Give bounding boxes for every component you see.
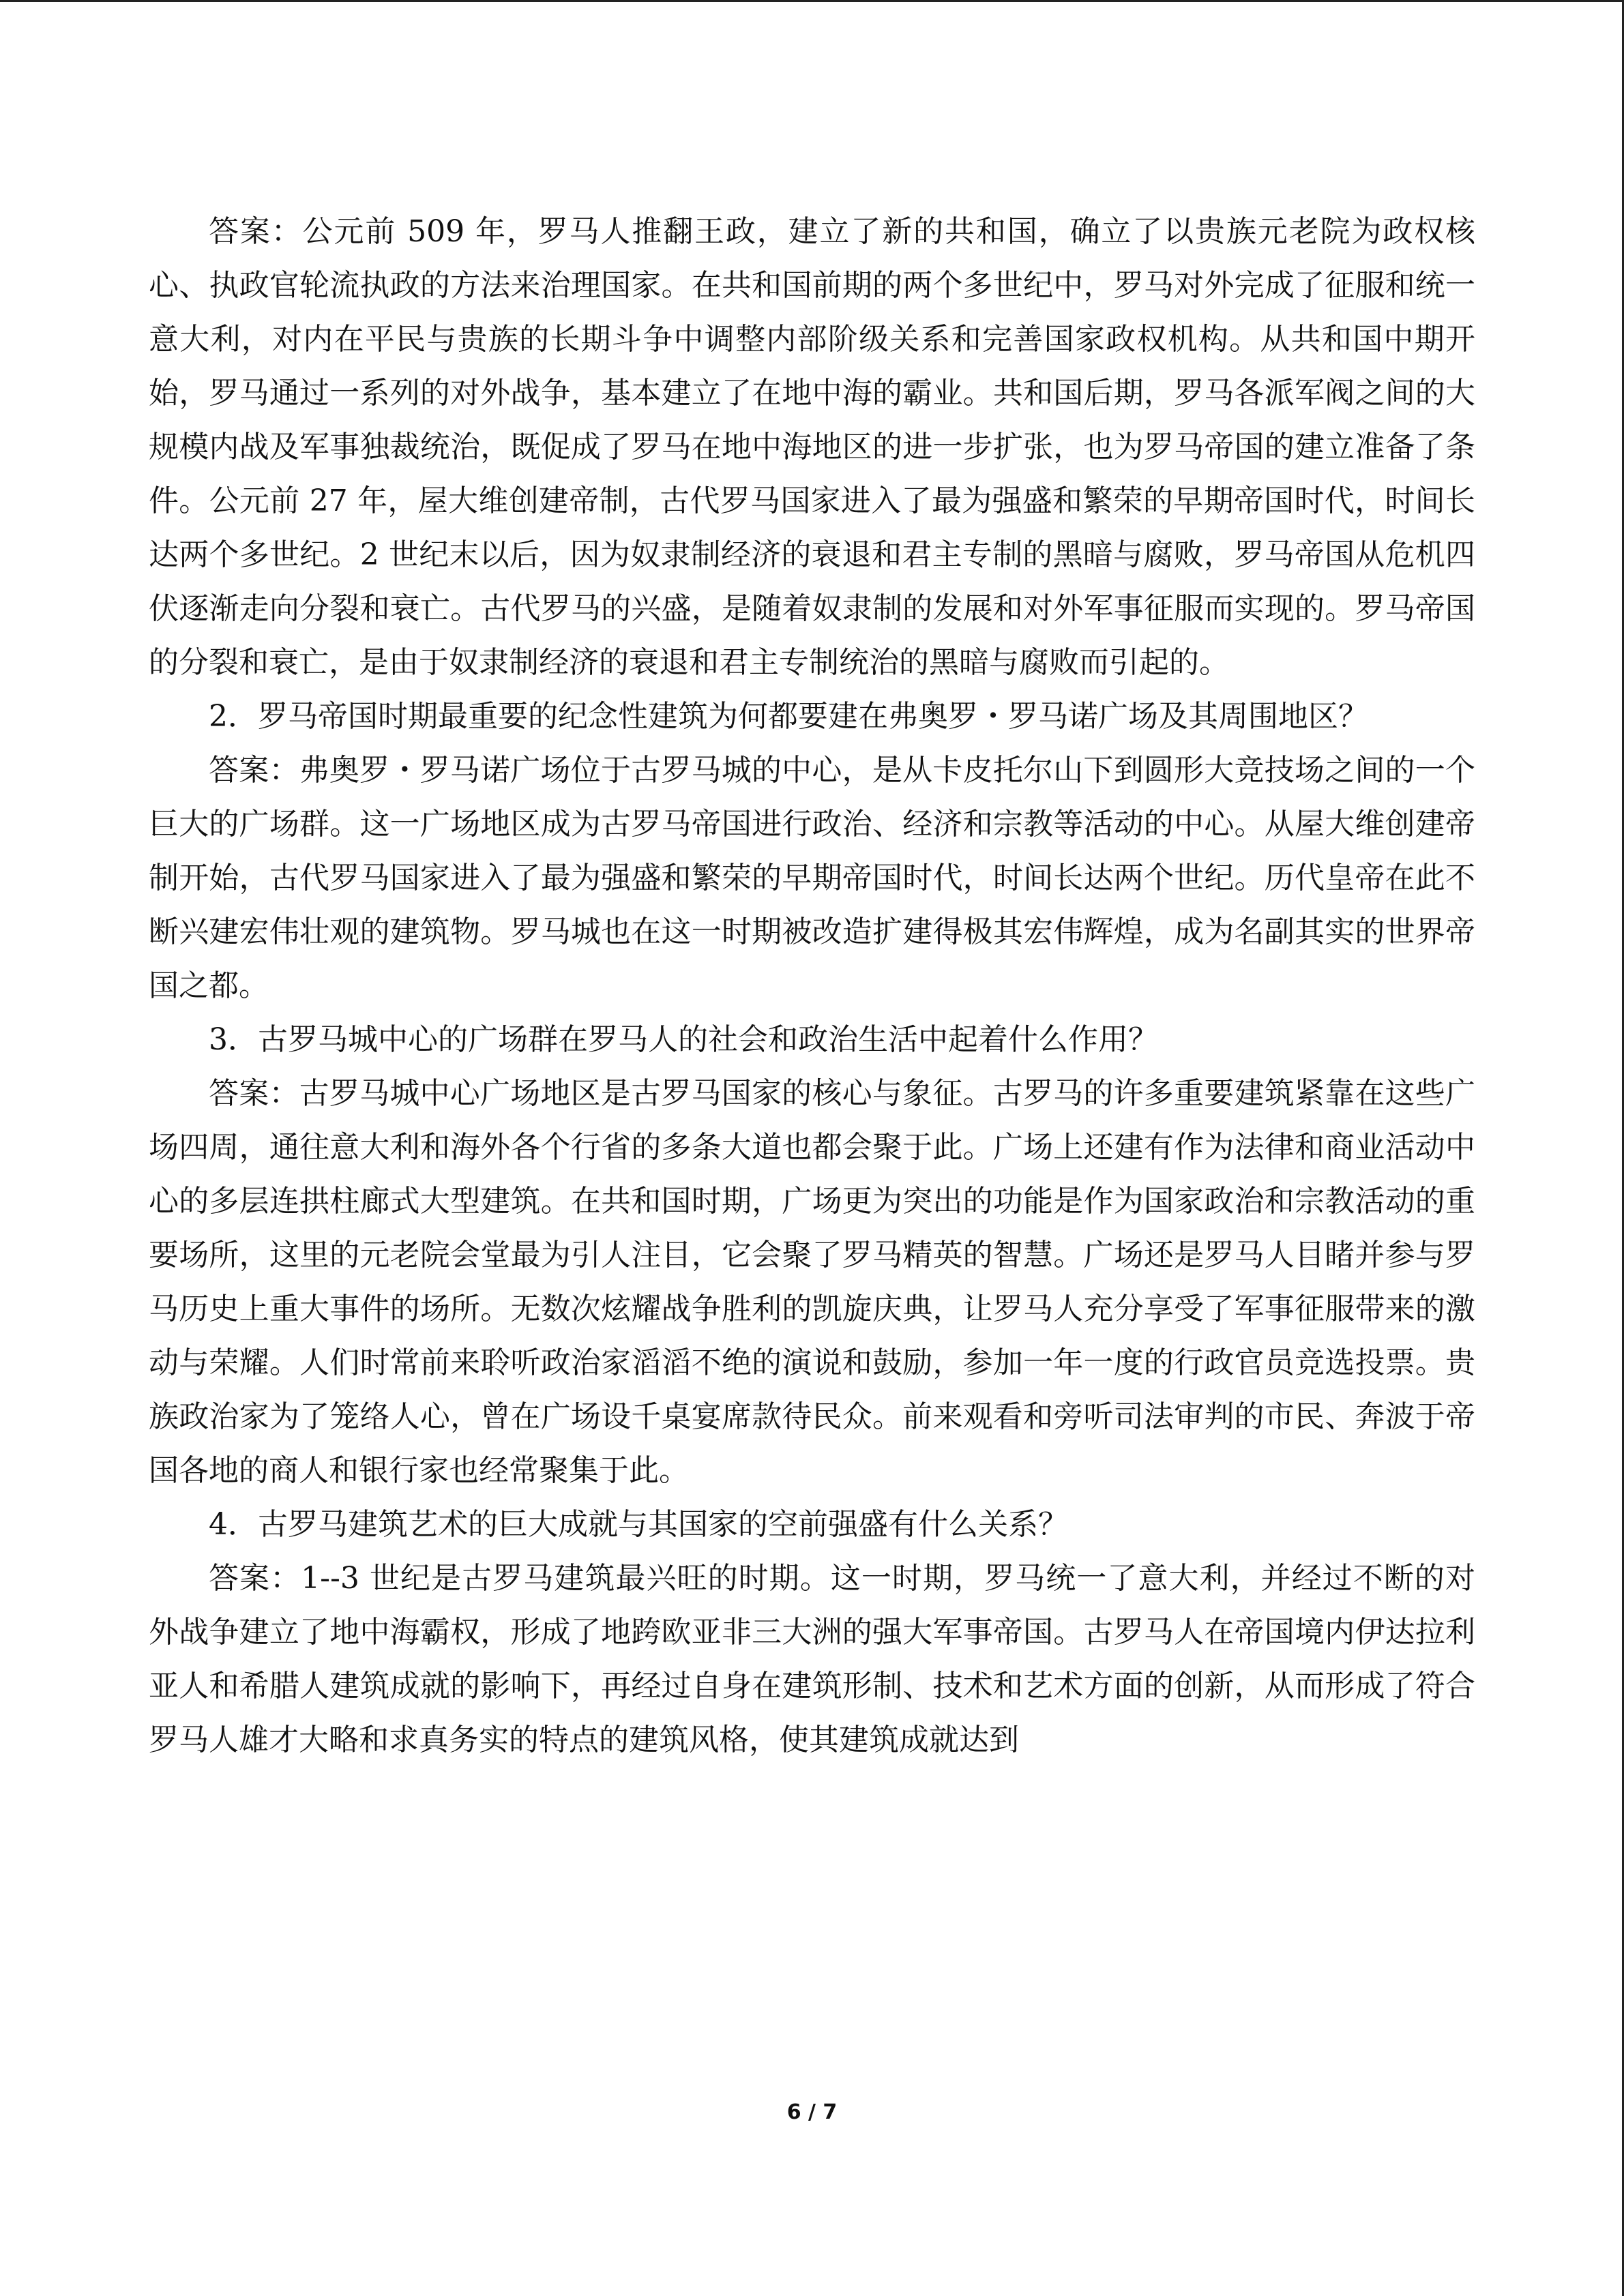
answer-paragraph-1: 答案：公元前 509 年，罗马人推翻王政，建立了新的共和国，确立了以贵族元老院为政权核心、执政官轮流执政的方法来治理国家。在共和国前期的两个多世纪中，罗马对外完成了征服和统一意大利，对内在平民与贵族的长期斗争中调整内部阶级关系和完善国家政权机构。从共和国中期开始，罗马通过一系列的对外战争，基本建立了在地中海的霸业。共和国后期，罗马各派军阀之间的大规模内战及军事独裁统治，既促成了罗马在地中海地区的进一步扩张，也为罗马帝国的建立准备了条件。公元前 27 年，屋大维创建帝制，古代罗马国家进入了最为强盛和繁荣的早期帝国时代，时间长达两个多世纪。2 世纪末以后，因为奴隶制经济的衰退和君主专制的黑暗与腐败，罗马帝国从危机四伏逐渐走向分裂和衰亡。古代罗马的兴盛，是随着奴隶制的发展和对外军事征服而实现的。罗马帝国的分裂和衰亡，是由于奴隶制经济的衰退和君主专制统治的黑暗与腐败而引起的。: [149, 214, 1475, 680]
document-body: [149, 205, 1475, 1767]
page-number: 6 / 7: [786, 2100, 838, 2124]
page-border-top: [0, 0, 1624, 2]
question-2: 2．罗马帝国时期最重要的纪念性建筑为何都要建在弗奥罗・罗马诺广场及其周围地区？: [209, 699, 1368, 734]
question-3: 3．古罗马城中心的广场群在罗马人的社会和政治生活中起着什么作用？: [209, 1022, 1158, 1057]
question-4: 4．古罗马建筑艺术的巨大成就与其国家的空前强盛有什么关系？: [209, 1507, 1068, 1542]
answer-paragraph-4: 答案：1--3 世纪是古罗马建筑最兴旺的时期。这一时期，罗马统一了意大利，并经过不断的对外战争建立了地中海霸权，形成了地跨欧亚非三大洲的强大军事帝国。古罗马人在帝国境内伊达拉利亚人和希腊人建筑成就的影响下，再经过自身在建筑形制、技术和艺术方面的创新，从而形成了符合罗马人雄才大略和求真务实的特点的建筑风格，使其建筑成就达到: [149, 1561, 1475, 1757]
answer-paragraph-3: 答案：古罗马城中心广场地区是古罗马国家的核心与象征。古罗马的许多重要建筑紧靠在这些广场四周，通往意大利和海外各个行省的多条大道也都会聚于此。广场上还建有作为法律和商业活动中心的多层连拱柱廊式大型建筑。在共和国时期，广场更为突出的功能是作为国家政治和宗教活动的重要场所，这里的元老院会堂最为引人注目，它会聚了罗马精英的智慧。广场还是罗马人目睹并参与罗马历史上重大事件的场所。无数次炫耀战争胜利的凯旋庆典，让罗马人充分享受了军事征服带来的激动与荣耀。人们时常前来聆听政治家滔滔不绝的演说和鼓励，参加一年一度的行政官员竞选投票。贵族政治家为了笼络人心，曾在广场设千桌宴席款待民众。前来观看和旁听司法审判的市民、奔波于帝国各地的商人和银行家也经常聚集于此。: [149, 1076, 1475, 1488]
answer-paragraph-2: 答案：弗奥罗・罗马诺广场位于古罗马城的中心，是从卡皮托尔山下到圆形大竞技场之间的一个巨大的广场群。这一广场地区成为古罗马帝国进行政治、经济和宗教等活动的中心。从屋大维创建帝制开始，古代罗马国家进入了最为强盛和繁荣的早期帝国时代，时间长达两个世纪。历代皇帝在此不断兴建宏伟壮观的建筑物。罗马城也在这一时期被改造扩建得极其宏伟辉煌，成为名副其实的世界帝国之都。: [149, 753, 1475, 1003]
